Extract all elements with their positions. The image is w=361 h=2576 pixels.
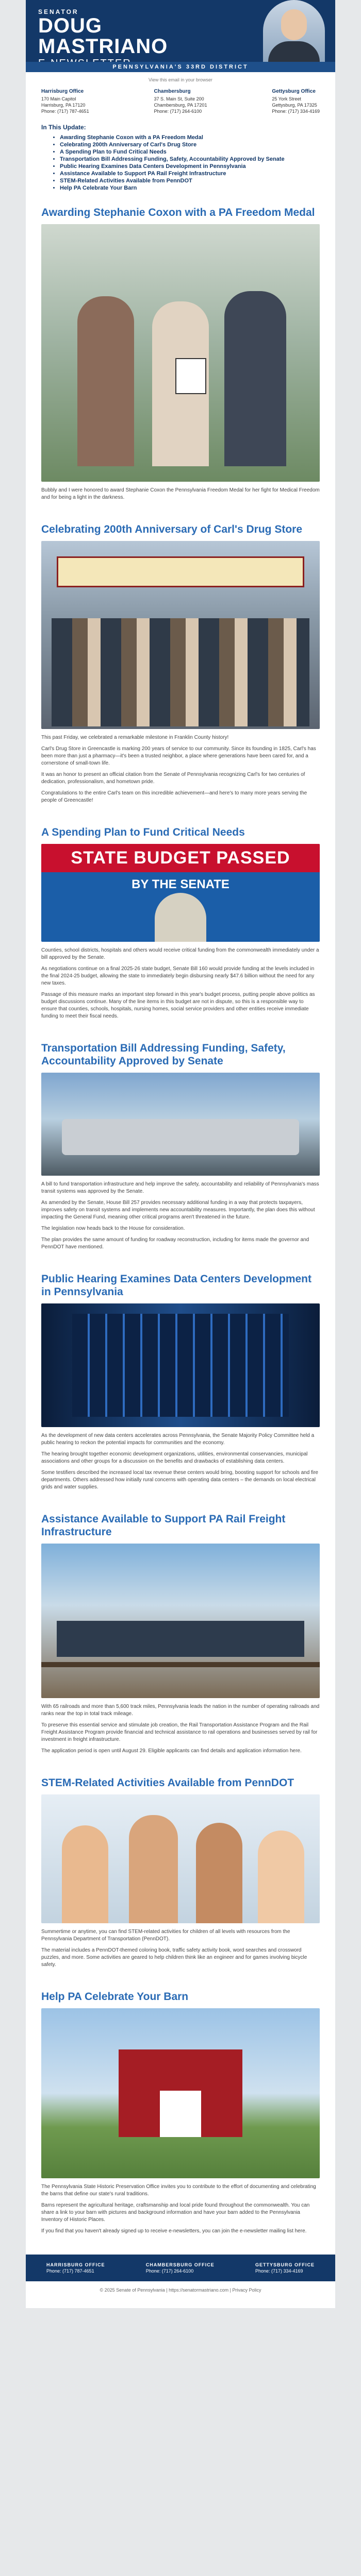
freight-train (57, 1621, 304, 1657)
section-paragraph: Counties, school districts, hospitals and others would receive critical funding from the commonwealth immediately under a bill approved by the Senate. (41, 947, 319, 960)
child-figure (62, 1825, 108, 1923)
in-this-update (26, 121, 335, 200)
office-phone: Phone: (717) 334-4169 (272, 109, 320, 114)
section-title: Awarding Stephanie Coxon with a PA Freedom Medal (41, 207, 315, 218)
footer-office (146, 2262, 215, 2274)
child-figure (129, 1815, 178, 1923)
update-item[interactable]: • Transportation Bill Addressing Funding, Safety, Accountability Approved by Senate (60, 156, 320, 163)
person-figure (77, 296, 134, 466)
section-budget (26, 826, 335, 1036)
section-rail (26, 1513, 335, 1770)
server-racks (72, 1314, 289, 1417)
budget-banner-line2: BY THE SENATE (132, 877, 229, 891)
footer-office (46, 2262, 105, 2274)
office-line: 170 Main Capitol (41, 96, 76, 101)
section-title: Transportation Bill Addressing Funding, Safety, Accountability Approved by Senate (41, 1042, 286, 1067)
footer-offices (26, 2255, 335, 2281)
update-item[interactable]: • Celebrating 200th Anniversary of Carl's Drug Store (60, 141, 320, 148)
portrait-face (281, 9, 307, 40)
rail-photo (41, 1544, 320, 1698)
section-paragraph: The material includes a PennDOT-themed coloring book, traffic safety activity book, word searches and crossword puzzles, and more. Some activities are geared to help children think like an engineer and for games involving bicycle safety. (41, 1947, 307, 1968)
update-item[interactable]: • Help PA Celebrate Your Barn (60, 184, 320, 192)
name-line1: DOUG (38, 14, 102, 37)
office-line: Gettysburg, PA 17325 (272, 103, 317, 108)
section-paragraph: Passage of this measure marks an important step forward in this year's budget process, putting people above politics as budget discussions continue. Many of the line items in this budget are not in dispute, so this is a responsible way to ensure that counties, schools, hospitals, nursing homes, social service providers and other entities receive immediate funding to meet their fiscal needs. (41, 992, 315, 1019)
section-paragraph: To preserve this essential service and stimulate job creation, the Rail Transportation Assistance Program and the Rail Freight Assistance Program provide financial and technical assistance to rail operations and businesses served by rail for investment in freight infrastructure. (41, 1722, 318, 1742)
section-paragraph: As negotiations continue on a final 2025-26 state budget, Senate Bill 160 would provide funding at the levels included in the final 2024-25 budget, allowing the state to immediately begin disbursing nearly $47.6 billion without the need for any new taxes. (41, 966, 315, 986)
office-gettysburg (272, 89, 320, 114)
footer-office-name: HARRISBURG OFFICE (46, 2262, 105, 2267)
citation-frame (175, 358, 206, 394)
footer-office-phone[interactable]: Phone: (717) 264-6100 (145, 2268, 194, 2274)
transit-photo (41, 1073, 320, 1176)
update-item[interactable]: • Public Hearing Examines Data Centers Development in Pennsylvania (60, 163, 320, 170)
section-title: Celebrating 200th Anniversary of Carl's Drug Store (41, 523, 303, 535)
section-paragraph: The plan provides the same amount of funding for roadway reconstruction, including for items made the governor and PennDOT have mentioned. (41, 1237, 309, 1250)
office-harrisburg (41, 89, 89, 114)
section-paragraph: The Pennsylvania State Historic Preservation Office invites you to contribute to the effort of documenting and celebrating the barns that define our state's rural traditions. (41, 2184, 316, 2197)
section-paragraph: Bubbly and I were honored to award Stephanie Coxon the Pennsylvania Freedom Medal for her fight for Medical Freedom and for being a light in the darkness. (41, 487, 320, 500)
senator-portrait (263, 0, 325, 67)
section-stem (26, 1776, 335, 1984)
section-paragraph: Congratulations to the entire Carl's team on this incredible achievement—and here's to many more years serving the people of Greencastle! (41, 790, 307, 803)
drug-store-photo (41, 541, 320, 729)
update-item[interactable]: • A Spending Plan to Fund Critical Needs (60, 148, 320, 156)
section-paragraph: This past Friday, we celebrated a remarkable milestone in Franklin County history! (41, 735, 229, 740)
child-figure (258, 1831, 304, 1923)
office-list (26, 86, 335, 121)
section-paragraph: Barns represent the agricultural heritage, craftsmanship and local pride found throughout the commonwealth. You can share a link to your barn with pictures and background information and have your barn added to the Pennsylvania Inventory of Historic Places. (41, 2202, 310, 2223)
update-list (41, 134, 320, 192)
section-paragraph: As amended by the Senate, House Bill 257 provides necessary additional funding in a way that protects taxpayers, improves safety on transit systems and implements new accountability measures. Importantly, the plan does this without impacting the General Fund, meaning other critical programs aren't threatened in the future. (41, 1200, 315, 1220)
district-band: PENNSYLVANIA'S 33RD DISTRICT (26, 62, 335, 72)
barn-photo (41, 2008, 320, 2178)
office-name: Gettysburg Office (272, 89, 316, 94)
anniversary-banner (57, 556, 304, 587)
section-paragraph: The legislation now heads back to the House for consideration. (41, 1226, 185, 1231)
office-name: Harrisburg Office (41, 89, 84, 94)
section-drug-store (26, 523, 335, 820)
name-line2: MASTRIANO (38, 35, 168, 58)
barn-door (160, 2091, 201, 2137)
child-figure (196, 1823, 242, 1923)
budget-banner (41, 844, 320, 942)
footer-office-phone[interactable]: Phone: (717) 334-4169 (255, 2268, 303, 2274)
section-title: Assistance Available to Support PA Rail Freight Infrastructure (41, 1513, 286, 1538)
footer-office (255, 2262, 315, 2274)
office-phone: Phone: (717) 787-4651 (41, 109, 89, 114)
update-item[interactable]: • Awarding Stephanie Coxon with a PA Freedom Medal (60, 134, 320, 141)
view-in-browser-link[interactable]: View this email in your browser (149, 77, 212, 82)
rail-track (41, 1662, 320, 1667)
section-title: A Spending Plan to Fund Critical Needs (41, 826, 245, 838)
stem-photo (41, 1794, 320, 1923)
person-figure (224, 291, 286, 466)
office-line: Harrisburg, PA 17120 (41, 103, 86, 108)
data-center-photo (41, 1303, 320, 1427)
masthead (26, 0, 335, 72)
office-name: Chambersburg (154, 89, 191, 94)
budget-banner-line1: STATE BUDGET PASSED (41, 844, 320, 872)
section-title: Public Hearing Examines Data Centers Development in Pennsylvania (41, 1273, 312, 1298)
section-medal (26, 206, 335, 517)
section-paragraph: Summertime or anytime, you can find STEM-related activities for children of all levels with resources from the Pennsylvania Department of Transportation (PennDOT). (41, 1929, 290, 1942)
crowd (52, 618, 309, 726)
section-paragraph: It was an honor to present an official citation from the Senate of Pennsylvania recognizing Carl's for two centuries of dedication, professionalism, and hometown pride. (41, 772, 305, 785)
section-transportation (26, 1042, 335, 1266)
footer-office-phone[interactable]: Phone: (717) 787-4651 (46, 2268, 94, 2274)
office-line: 37 S. Main St, Suite 200 (154, 96, 204, 101)
section-paragraph: With 65 railroads and more than 5,600 track miles, Pennsylvania leads the nation in the number of operating railroads and ranks near the top in total track mileage. (41, 1704, 320, 1717)
section-paragraph: If you find that you haven't already signed up to receive e-newsletters, you can join the e-newsletter mailing list here. (41, 2228, 307, 2234)
office-chambersburg (154, 89, 207, 114)
medal-photo (41, 224, 320, 482)
newsletter (26, 0, 335, 2308)
section-paragraph: Carl's Drug Store in Greencastle is marking 200 years of service to our community. Since its founding in 1825, Carl's has been more than just a pharmacy—it's been a trusted neighbor, a place where generations have been cared for, and a cornerstone of small-town life. (41, 746, 316, 766)
update-heading: In This Update: (41, 124, 86, 131)
footer-office-name: CHAMBERSBURG OFFICE (145, 2262, 215, 2267)
section-paragraph: Some testifiers described the increased local tax revenue these centers would bring, boosting support for schools and fire departments. Others addressed how initially rural concerns with operating data centers – the demands on local electrical grids and water supplies. (41, 1470, 318, 1490)
section-paragraph: As the development of new data centers accelerates across Pennsylvania, the Senate Majority Policy Committee held a public hearing to reckon the potential impacts for communities and the economy. (41, 1433, 315, 1446)
footer-office-name: GETTYSBURG OFFICE (255, 2262, 315, 2267)
capitol-dome-icon (155, 893, 206, 942)
update-item[interactable]: • STEM-Related Activities Available from PennDOT (60, 177, 320, 184)
section-paragraph: A bill to fund transportation infrastructure and help improve the safety, accountability and reliability of Pennsylvania's mass transit systems was approved by the Senate. (41, 1181, 319, 1194)
office-line: Chambersburg, PA 17201 (154, 103, 207, 108)
copyright: © 2025 Senate of Pennsylvania | https://senatormastriano.com | Privacy Policy (100, 2287, 261, 2293)
section-title: Help PA Celebrate Your Barn (41, 1991, 189, 2003)
office-phone: Phone: (717) 264-6100 (154, 109, 202, 114)
section-barn (26, 1990, 335, 2250)
senator-label: SENATOR (38, 8, 79, 15)
train-car (62, 1119, 299, 1155)
section-title: STEM-Related Activities Available from PennDOT (41, 1777, 294, 1789)
masthead-text (38, 8, 168, 70)
section-paragraph: The application period is open until August 29. Eligible applicants can find details and application information here. (41, 1748, 302, 1754)
update-item[interactable]: • Assistance Available to Support PA Rail Freight Infrastructure (60, 170, 320, 177)
section-data-centers (26, 1273, 335, 1506)
section-paragraph: The hearing brought together economic development organizations, utilities, environmental conservancies, municipal associations and other groups for a discussion on the benefits and drawbacks of establishing data centers. (41, 1451, 308, 1464)
office-line: 25 York Street (272, 96, 301, 101)
